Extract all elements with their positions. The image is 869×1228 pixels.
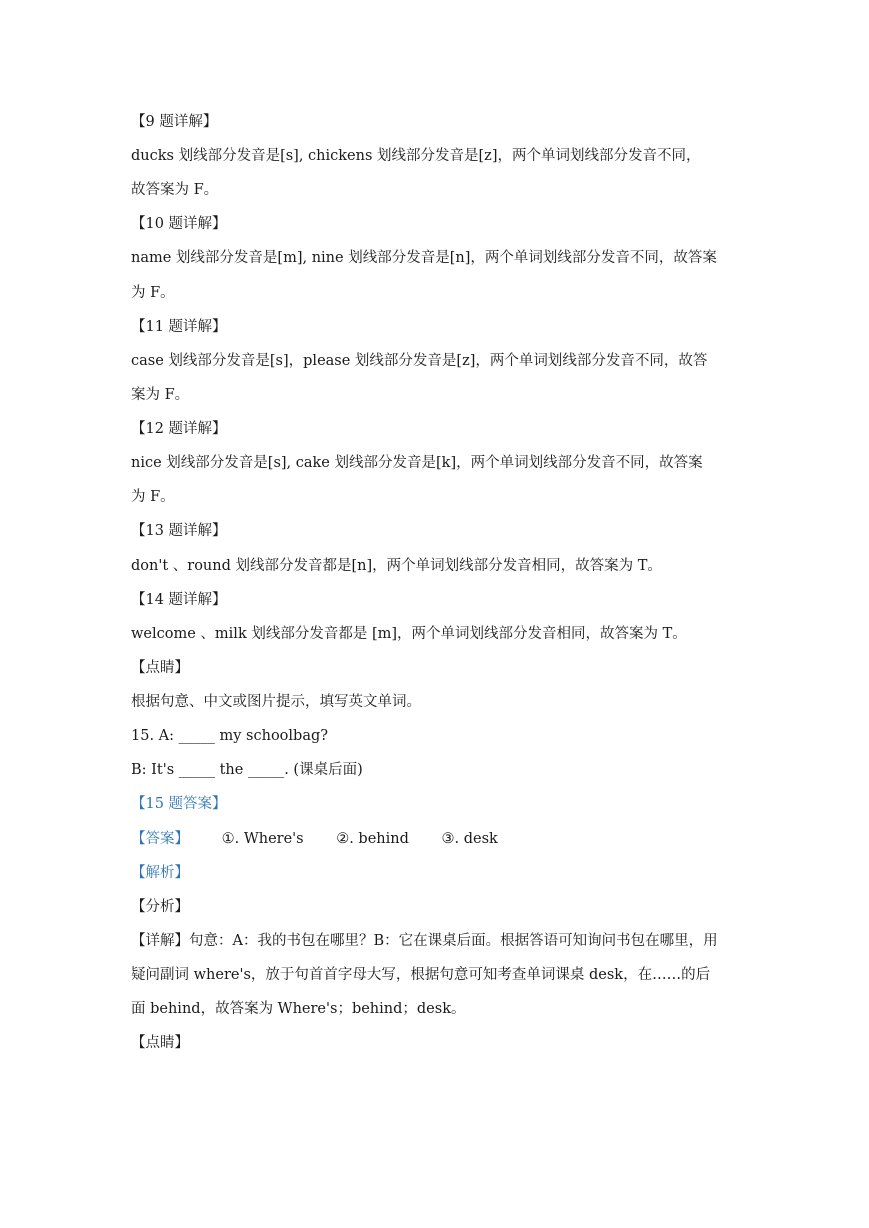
q11-heading: 【11 题详解】: [131, 319, 227, 335]
q13-heading: 【13 题详解】: [131, 523, 227, 539]
q10-explanation-line2: 为 F。: [131, 285, 175, 301]
detail-line1: 【详解】句意：A：我的书包在哪里？B：它在课桌后面。根据答语可知询问书包在哪里，用: [131, 933, 718, 949]
q9-explanation-line2: 故答案为 F。: [131, 182, 219, 198]
answer-3: ③. desk: [441, 831, 498, 847]
q9-heading: 【9 题详解】: [131, 114, 218, 130]
q12-explanation-line2: 为 F。: [131, 489, 175, 505]
q15-answer-heading: 【15 题答案】: [131, 796, 227, 812]
dianjing-heading-1: 【点睛】: [131, 660, 189, 676]
q14-explanation-line1: welcome 、milk 划线部分发音都是 [m]，两个单词划线部分发音相同，故答案为 T。: [131, 626, 687, 642]
q14-heading: 【14 题详解】: [131, 592, 227, 608]
q13-explanation-line1: don't 、round 划线部分发音都是[n]，两个单词划线部分发音相同，故答案为 T。: [131, 558, 662, 574]
detail-line2: 疑问副词 where's，放于句首首字母大写，根据句意可知考查单词课桌 desk，在……的后: [131, 967, 711, 983]
q11-explanation-line1: case 划线部分发音是[s]，please 划线部分发音是[z]，两个单词划线部分发音不同，故答: [131, 353, 708, 369]
section-instruction: 根据句意、中文或图片提示，填写英文单词。: [131, 694, 421, 710]
q11-explanation-line2: 案为 F。: [131, 387, 190, 403]
answer-label: 【答案】: [131, 831, 189, 847]
fenxi-heading: 【分析】: [131, 899, 189, 915]
q12-heading: 【12 题详解】: [131, 421, 227, 437]
q15-answer-row: [131, 829, 741, 849]
dianjing-heading-2: 【点睛】: [131, 1035, 189, 1051]
detail-line3: 面 behind，故答案为 Where's；behind；desk。: [131, 1001, 466, 1017]
q9-explanation-line1: ducks 划线部分发音是[s], chickens 划线部分发音是[z]，两个单词划线部分发音不同，: [131, 148, 701, 164]
q15-line-b: B: It's _____ the _____. (课桌后面): [131, 762, 363, 778]
q15-line-a: 15. A: _____ my schoolbag?: [131, 728, 329, 744]
answer-1: ①. Where's: [221, 831, 304, 847]
analysis-label: 【解析】: [131, 865, 189, 881]
q10-explanation-line1: name 划线部分发音是[m], nine 划线部分发音是[n]，两个单词划线部分发音不同，故答案: [131, 250, 717, 266]
q10-heading: 【10 题详解】: [131, 216, 227, 232]
answer-2: ②. behind: [336, 831, 409, 847]
q12-explanation-line1: nice 划线部分发音是[s], cake 划线部分发音是[k]，两个单词划线部分发音不同，故答案: [131, 455, 703, 471]
